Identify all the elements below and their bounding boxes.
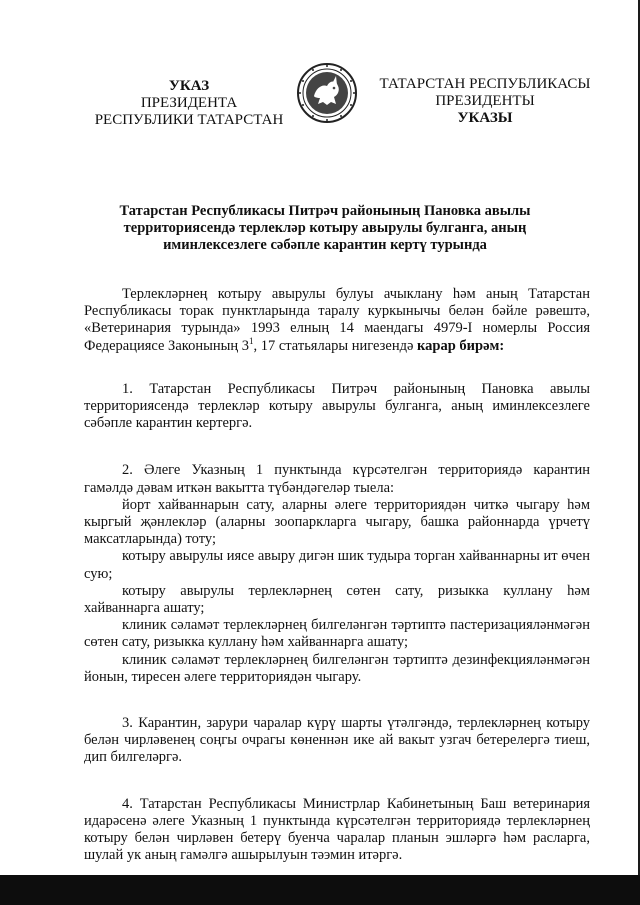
header-right-line1: ТАТАРСТАН РЕСПУБЛИКАСЫ — [379, 76, 591, 92]
intro-superscript: 1 — [248, 335, 254, 346]
item-2: 2. Әлеге Указның 1 пунктында күрсәтелгән территориядә карантин гамәлдә дәвам иткән вакытта түбәндәгеләр тыела: — [84, 462, 590, 496]
item-2-c: котыру авырулы терлекләрнең сөтен сату, ризыкка куллану һәм хайваннарга ашату; — [84, 582, 590, 617]
item-2-a: йорт хайваннарын сату, аларны әлеге территориядән читкә чыгару һәм кыргый җәнлекләр (аларны зоопаркларга чыгару, башка районнарда үрчетү максатларында) тоту; — [84, 496, 590, 548]
item-3: 3. Карантин, зарури чаралар күрү шарты үтәлгәндә, терлекләрнең котыру белән чирләвенең соңгы очрагы көненнән ике ай вакыт узгач бетерелергә тиеш, дип билгеләргә. — [84, 715, 590, 766]
item-2-d: клиник сәламәт терлекләрнең билгеләнгән тәртиптә пастеризацияләнмәгән сөтен сату, ризыкка куллану һәм хайваннарга ашату; — [84, 617, 590, 651]
header-tatar — [374, 76, 596, 127]
header-left-line3: РЕСПУБЛИКИ ТАТАРСТАН — [94, 112, 284, 128]
coat-of-arms-icon — [296, 62, 358, 124]
scan-edge-bottom — [0, 875, 640, 905]
header-left-line2: ПРЕЗИДЕНТА — [140, 95, 238, 111]
document-title — [90, 203, 560, 254]
decree-body — [84, 286, 590, 864]
intro-text: Терлекләрнең котыру авырулы булуы ачыклану һәм аның Татарстан Республикасы торак пунктларында таралу куркынычы белән бәйле рәвештә, «Ветеринария турында» 1993 елның 14 маендагы 4979-I номерлы Россия Федерациясе Законының 3 — [84, 286, 590, 354]
header-russian — [76, 78, 302, 129]
item-4: 4. Татарстан Республикасы Министрлар Кабинетының Баш ветеринария идарәсенә әлеге Указның 1 пунктында күрсәтелгән территориядә терлекләрнең котыру белән чирләвен бетерү буенча чаралар планын эшләргә һәм расларга, шулай ук аның гамәлгә ашырылуын тәэмин итәргә. — [84, 795, 590, 864]
intro-paragraph — [84, 286, 590, 355]
header-right-line2: ПРЕЗИДЕНТЫ — [435, 93, 535, 109]
title-line2: территориясендә терлекләр котыру авырулы булганга, аның — [123, 220, 527, 236]
title-line1: Татарстан Республикасы Питрәч районының Пановка авылы — [119, 203, 531, 219]
item-2-e: клиник сәламәт терлекләрнең билгеләнгән тәртиптә дезинфекцияләнмәгән йонын, тиресен әлеге территориядән чыгару. — [84, 651, 590, 685]
title-line3: иминлексезлеге сәбәпле карантин кертү турында — [163, 237, 487, 253]
intro-resolution: карар бирәм: — [417, 337, 505, 354]
intro-text-after: , 17 статьялары нигезендә — [253, 337, 418, 354]
item-1: 1. Татарстан Республикасы Питрәч районының Пановка авылы территориясендә терлекләр котыру авырулы булганга, аның иминлексезлеге сәбәпле карантин кертергә. — [84, 380, 590, 432]
item-2-b: котыру авырулы иясе авыру дигән шик тудыра торган хайваннарны ит өчен сую; — [84, 548, 590, 582]
header-left-line1: УКАЗ — [168, 78, 210, 94]
header-right-line3: УКАЗЫ — [457, 110, 513, 126]
